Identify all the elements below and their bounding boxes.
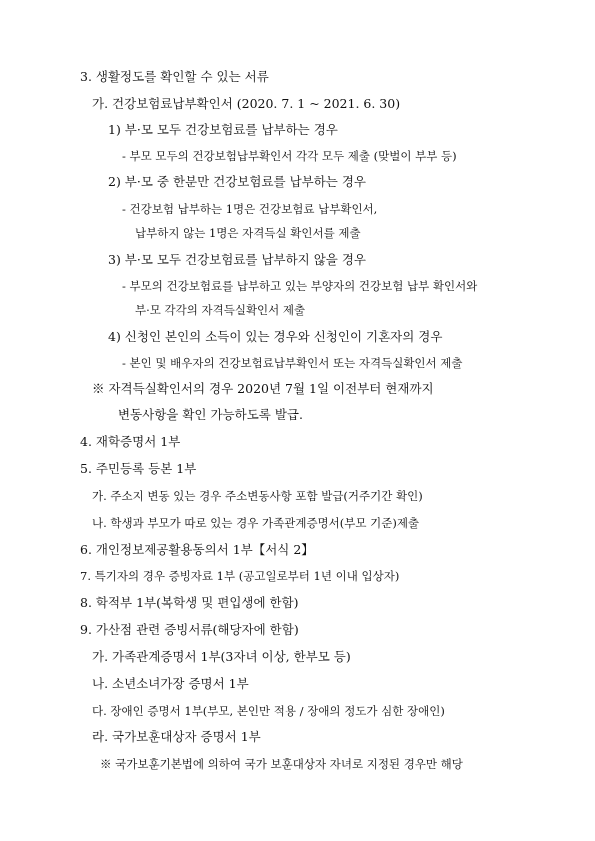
note-1-line-1: ※ 자격득실확인서의 경우 2020년 7월 1일 이전부터 현재까지 xyxy=(92,381,434,396)
item-ga-health-insurance: 가. 건강보험료납부확인서 (2020. 7. 1 ~ 2021. 6. 30) xyxy=(92,96,401,111)
section-5-heading: 5. 주민등록 등본 1부 xyxy=(80,461,197,476)
section-9-ga: 가. 가족관계증명서 1부(3자녀 이상, 한부모 등) xyxy=(92,649,351,664)
case-2-heading: 2) 부·모 중 한분만 건강보험료를 납부하는 경우 xyxy=(108,174,366,189)
case-2-detail-1: - 건강보험 납부하는 1명은 건강보험료 납부확인서, xyxy=(122,202,378,216)
section-5-ga: 가. 주소지 변동 있는 경우 주소변동사항 포함 발급(거주기간 확인) xyxy=(92,489,423,503)
case-3-detail-1: - 부모의 건강보험료를 납부하고 있는 부양자의 건강보험 납부 확인서와 xyxy=(122,279,478,293)
note-2: ※ 국가보훈기본법에 의하여 국가 보훈대상자 자녀로 지정된 경우만 해당 xyxy=(100,757,463,771)
case-2-detail-2: 납부하지 않는 1명은 자격득실 확인서를 제출 xyxy=(135,226,361,240)
section-7-heading: 7. 특기자의 경우 증빙자료 1부 (공고일로부터 1년 이내 입상자) xyxy=(80,569,400,583)
section-9-da: 다. 장애인 증명서 1부(부모, 본인만 적용 / 장애의 정도가 심한 장애인) xyxy=(92,704,445,718)
case-1-detail: - 부모 모두의 건강보험납부확인서 각각 모두 제출 (맞벌이 부부 등) xyxy=(122,149,457,163)
section-5-na: 나. 학생과 부모가 따로 있는 경우 가족관계증명서(부모 기준)제출 xyxy=(92,516,420,530)
section-8-heading: 8. 학적부 1부(복학생 및 편입생에 한함) xyxy=(80,595,299,610)
section-9-ra: 라. 국가보훈대상자 증명서 1부 xyxy=(92,729,261,744)
section-9-heading: 9. 가산점 관련 증빙서류(해당자에 한함) xyxy=(80,622,299,637)
case-3-detail-2: 부·모 각각의 자격득실확인서 제출 xyxy=(135,303,306,317)
note-1-line-2: 변동사항을 확인 가능하도록 발급. xyxy=(118,407,303,422)
section-9-na: 나. 소년소녀가장 증명서 1부 xyxy=(92,676,249,691)
section-3-heading: 3. 생활정도를 확인할 수 있는 서류 xyxy=(80,69,269,84)
case-1-heading: 1) 부·모 모두 건강보험료를 납부하는 경우 xyxy=(108,122,338,137)
section-4-heading: 4. 재학증명서 1부 xyxy=(80,434,181,449)
case-3-heading: 3) 부·모 모두 건강보험료를 납부하지 않을 경우 xyxy=(108,252,366,267)
case-4-heading: 4) 신청인 본인의 소득이 있는 경우와 신청인이 기혼자의 경우 xyxy=(108,329,443,344)
case-4-detail: - 본인 및 배우자의 건강보험료납부확인서 또는 자격득실확인서 제출 xyxy=(122,356,463,370)
section-6-heading: 6. 개인정보제공활용동의서 1부【서식 2】 xyxy=(80,542,314,557)
